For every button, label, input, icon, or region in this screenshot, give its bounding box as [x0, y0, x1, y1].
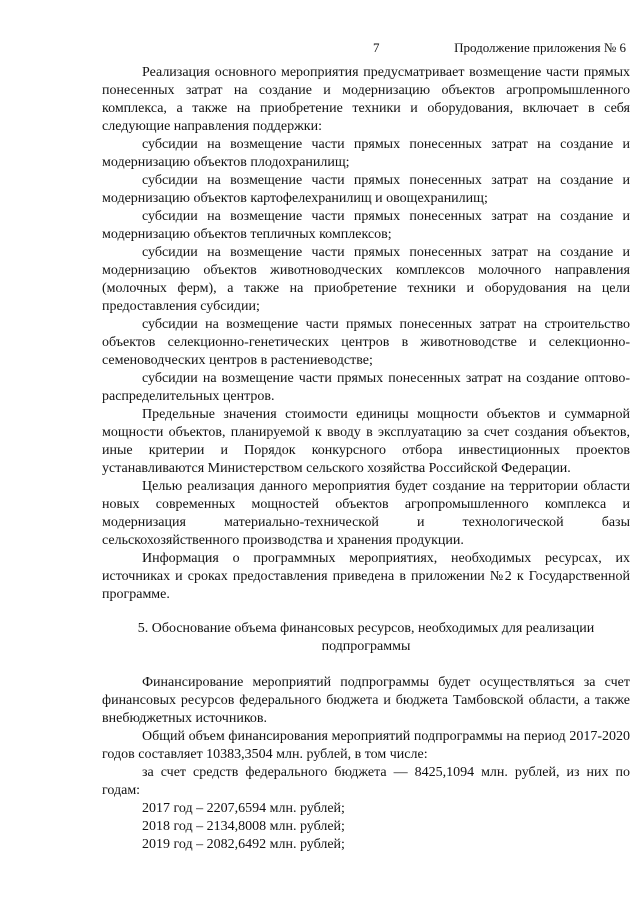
- paragraph: за счет средств федерального бюджета — 8425,1094 млн. рублей, из них по годам:: [102, 765, 630, 798]
- paragraph: Целью реализация данного мероприятия будет создание на территории области новых современных мощностей объектов агропромышленного комплекса и модернизация материально-технической и технологической базы сельскохозяйственного производства и хранения продукции.: [102, 479, 630, 548]
- paragraph: Информация о программных мероприятиях, необходимых ресурсах, их источниках и сроках предоставления приведена в приложении №2 к Государственной программе.: [102, 551, 630, 602]
- page-header: [0, 40, 640, 60]
- list-item: субсидии на возмещение части прямых понесенных затрат на создание и модернизацию объектов плодохранилищ;: [102, 137, 630, 170]
- list-item: субсидии на возмещение части прямых понесенных затрат на строительство объектов селекционно-генетических центров в животноводстве и селекционно-семеноводческих центров в растениеводстве;: [102, 317, 630, 368]
- appendix-note: Продолжение приложения № 6: [454, 40, 626, 55]
- list-item: субсидии на возмещение части прямых понесенных затрат на создание и модернизацию объектов животноводческих комплексов молочного направления (молочных ферм), а также на приобретение техники и оборудования на цели предоставления субсидии;: [102, 245, 630, 314]
- paragraph: Финансирование мероприятий подпрограммы будет осуществляться за счет финансовых ресурсов федерального бюджета и бюджета Тамбовской области, а также внебюджетных источников.: [102, 675, 630, 726]
- year-line: 2017 год – 2207,6594 млн. рублей;: [142, 801, 345, 816]
- paragraph: Предельные значения стоимости единицы мощности объектов и суммарной мощности объектов, планируемой к вводу в эксплуатацию за счет создания объектов, иные критерии и Порядок конкурсного отбора инвестиционных проектов устанавливаются Министерством сельского хозяйства Российской Федерации.: [102, 407, 630, 476]
- section-title: 5. Обоснование объема финансовых ресурсов, необходимых для реализации подпрограммы: [137, 621, 595, 654]
- page-number: 7: [373, 40, 380, 55]
- list-item: субсидии на возмещение части прямых понесенных затрат на создание и модернизацию объектов тепличных комплексов;: [102, 209, 630, 242]
- list-item: субсидии на возмещение части прямых понесенных затрат на создание оптово-распределительных центров.: [102, 371, 630, 404]
- paragraph: Общий объем финансирования мероприятий подпрограммы на период 2017-2020 годов составляет 10383,3504 млн. рублей, в том числе:: [102, 729, 630, 762]
- paragraph: Реализация основного мероприятия предусматривает возмещение части прямых понесенных затрат на создание и модернизацию объектов агропромышленного комплекса, а также на приобретение техники и оборудования, включает в себя следующие направления поддержки:: [102, 65, 630, 134]
- year-line: 2019 год – 2082,6492 млн. рублей;: [142, 837, 345, 852]
- list-item: субсидии на возмещение части прямых понесенных затрат на создание и модернизацию объектов картофелехранилищ и овощехранилищ;: [102, 173, 630, 206]
- year-line: 2018 год – 2134,8008 млн. рублей;: [142, 819, 345, 834]
- document-body: [102, 64, 630, 854]
